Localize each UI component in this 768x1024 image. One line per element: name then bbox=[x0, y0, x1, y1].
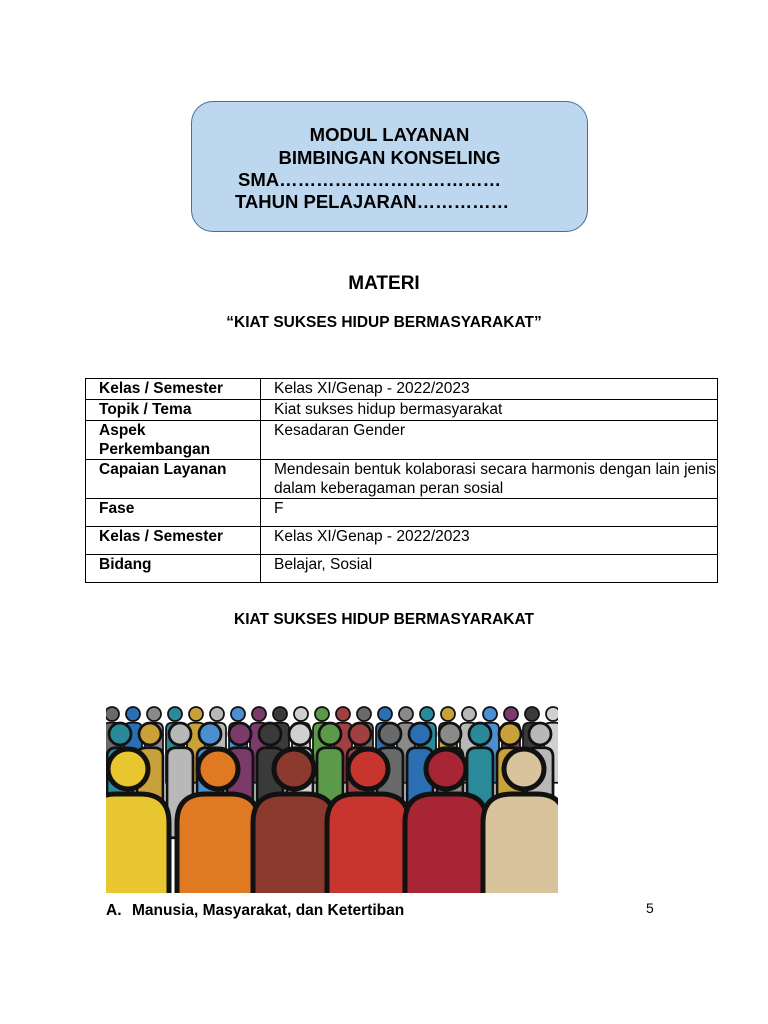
module-year-line: TAHUN PELAJARAN…………… bbox=[235, 191, 510, 212]
crowd-illustration-svg bbox=[106, 667, 558, 893]
table-row bbox=[86, 460, 718, 499]
table-value: Kesadaran Gender bbox=[261, 421, 718, 460]
crowd-illustration-icon bbox=[106, 667, 558, 893]
table-row bbox=[86, 527, 718, 555]
module-school-line: SMA……………………………… bbox=[238, 169, 502, 190]
table-key: Kelas / Semester bbox=[86, 527, 261, 555]
table-value: F bbox=[261, 499, 718, 527]
table-key: Capaian Layanan bbox=[86, 460, 261, 499]
table-value: Kiat sukses hidup bermasyarakat bbox=[261, 400, 718, 421]
info-table bbox=[85, 378, 718, 583]
list-heading bbox=[106, 902, 404, 920]
table-value: Mendesain bentuk kolaborasi secara harmonis dengan lain jenis dalam keberagaman peran sosial bbox=[261, 460, 718, 499]
table-row bbox=[86, 400, 718, 421]
table-key: Kelas / Semester bbox=[86, 379, 261, 400]
table-key: Aspek Perkembangan bbox=[86, 421, 261, 460]
table-key: Topik / Tema bbox=[86, 400, 261, 421]
module-title-line-2: BIMBINGAN KONSELING bbox=[278, 147, 501, 168]
table-value: Kelas XI/Genap - 2022/2023 bbox=[261, 527, 718, 555]
table-value: Belajar, Sosial bbox=[261, 555, 718, 583]
list-marker: A. bbox=[106, 902, 122, 919]
section-title: KIAT SUKSES HIDUP BERMASYARAKAT bbox=[234, 611, 534, 628]
table-row bbox=[86, 379, 718, 400]
table-row bbox=[86, 555, 718, 583]
materi-heading: MATERI bbox=[348, 273, 420, 294]
table-row bbox=[86, 421, 718, 460]
table-row bbox=[86, 499, 718, 527]
module-title-line-1: MODUL LAYANAN bbox=[309, 124, 470, 145]
table-value: Kelas XI/Genap - 2022/2023 bbox=[261, 379, 718, 400]
page-number: 5 bbox=[646, 900, 654, 916]
table-key: Fase bbox=[86, 499, 261, 527]
module-title-box bbox=[191, 101, 588, 232]
list-heading-text: Manusia, Masyarakat, dan Ketertiban bbox=[132, 902, 405, 919]
materi-subtitle: “KIAT SUKSES HIDUP BERMASYARAKAT” bbox=[226, 314, 542, 331]
table-key: Bidang bbox=[86, 555, 261, 583]
